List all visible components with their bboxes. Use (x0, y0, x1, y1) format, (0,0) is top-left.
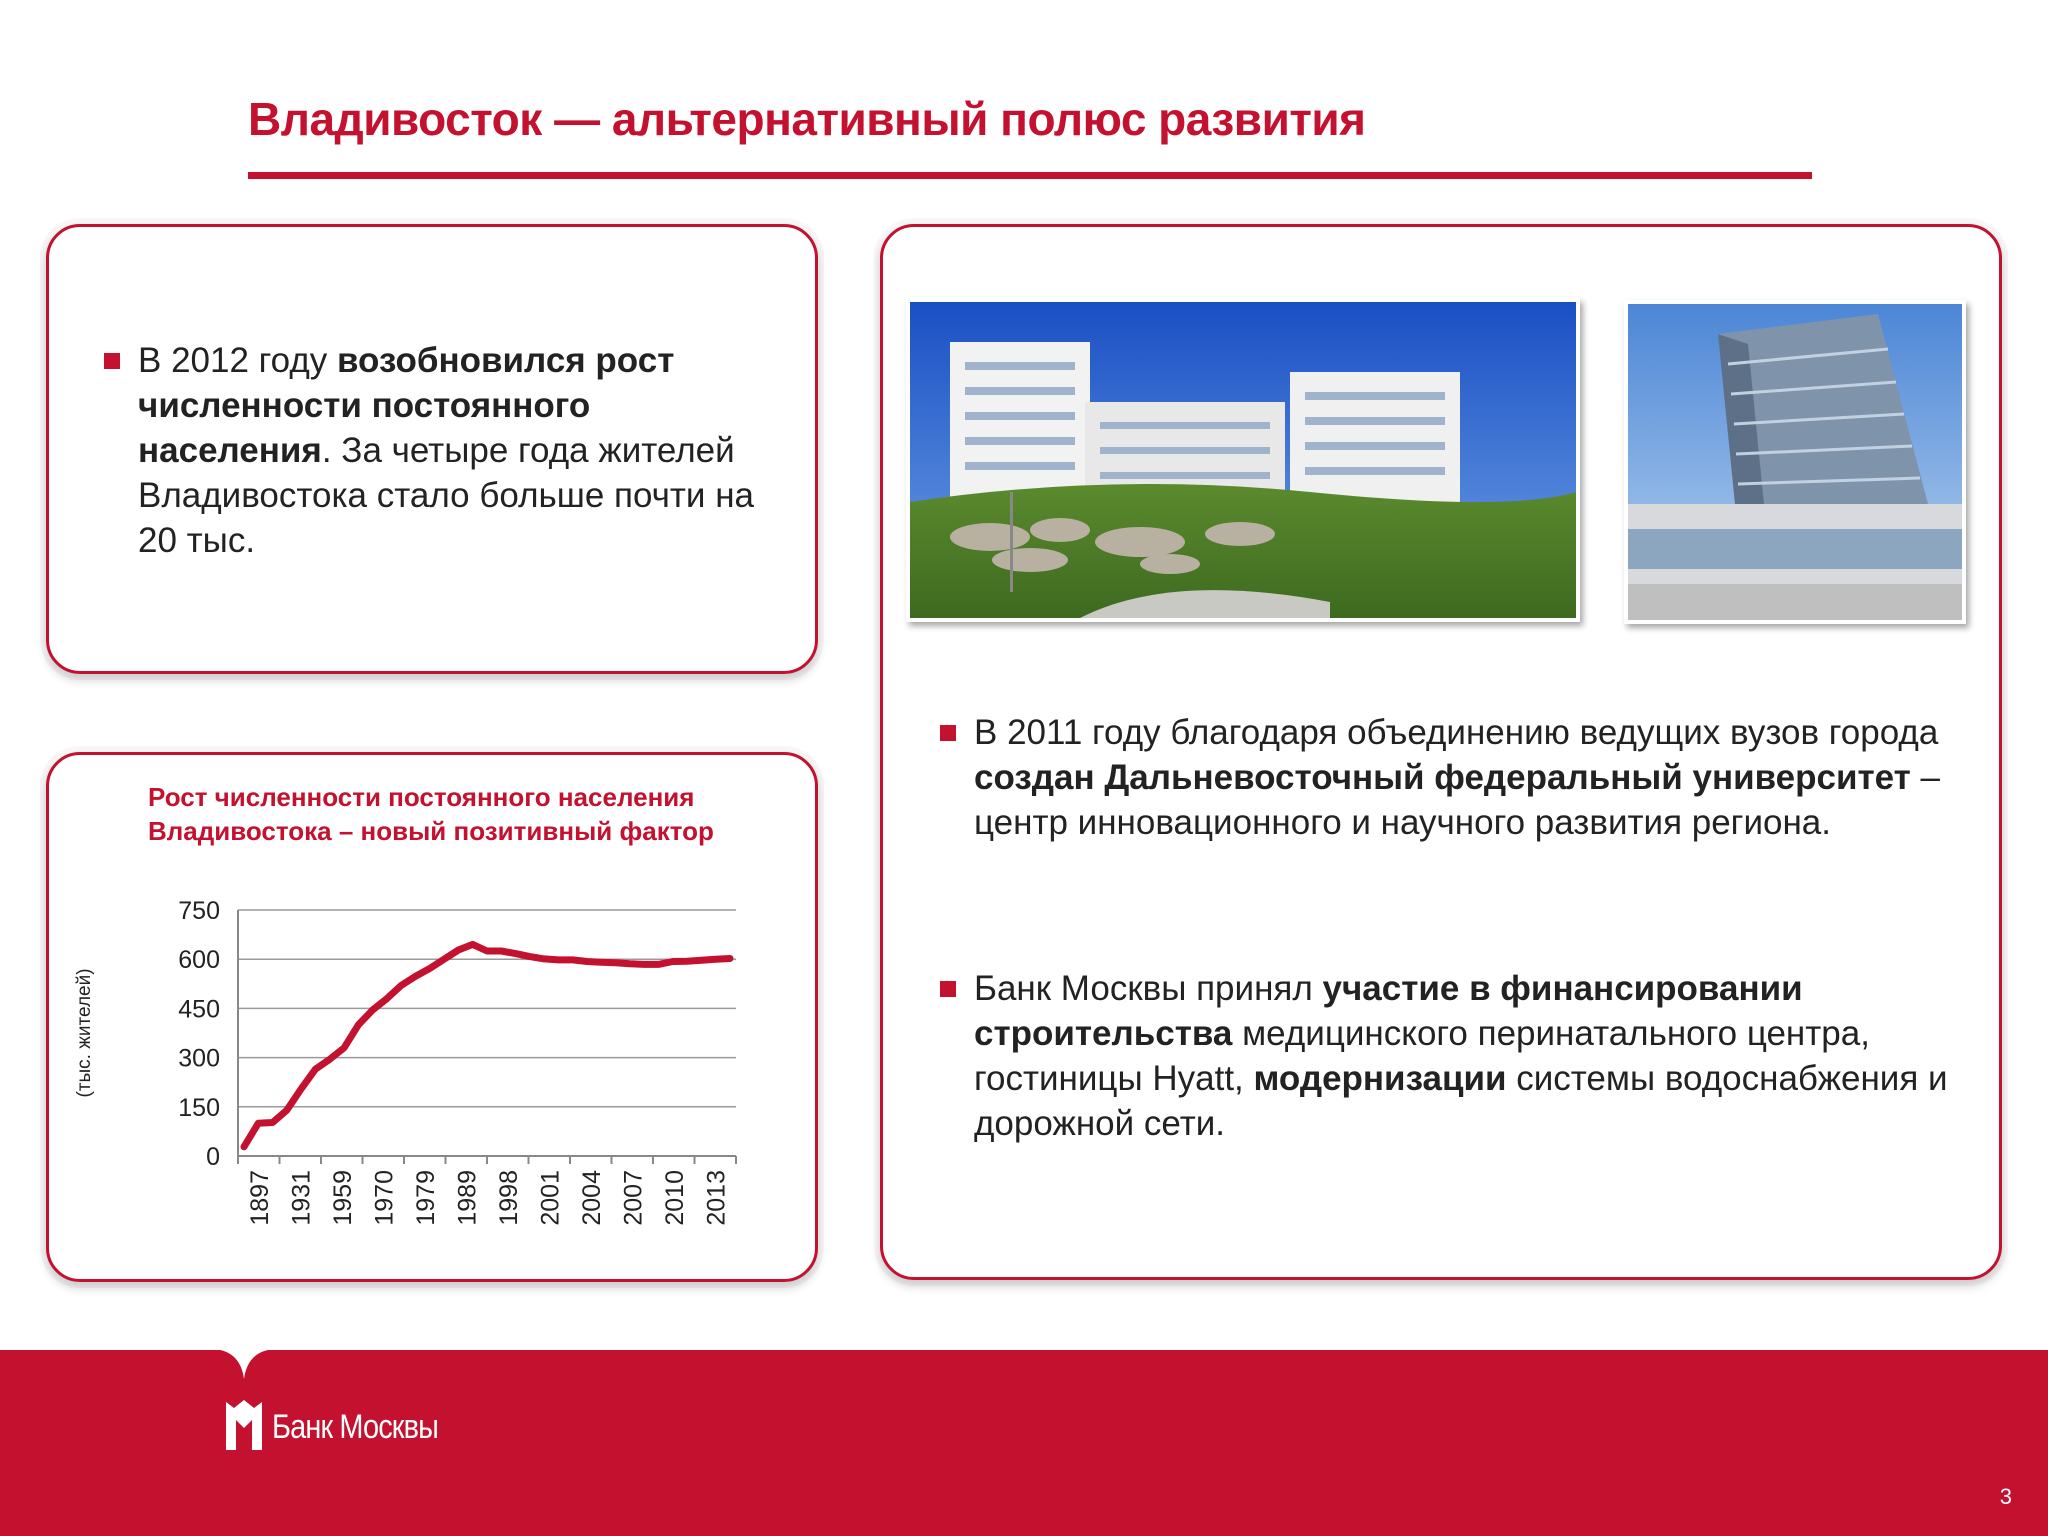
chart-title-line2: Владивостока – новый позитивный фактор (148, 816, 714, 846)
y-tick-label: 0 (206, 1143, 220, 1171)
bullet-square-icon (940, 725, 956, 741)
bullet-bank-financing: Банк Москвы принял участие в финансировании строительства медицинского перинатального центра, гостиницы Hyatt, модернизации системы водоснабжения и дорожной сети. (974, 966, 1974, 1146)
campus-photo (906, 298, 1580, 622)
x-tick-label: 2010 (660, 1170, 689, 1226)
y-tick-label: 150 (178, 1093, 220, 1122)
bullet-university-2011: В 2011 году благодаря объединению ведущих вузов города создан Дальневосточный федеральный университет – центр инновационного и научного развития региона. (974, 710, 1974, 845)
x-tick-label: 2001 (536, 1170, 565, 1226)
x-tick-label: 2007 (619, 1170, 648, 1226)
x-tick-label: 2004 (577, 1170, 606, 1226)
bullet-population-2012: В 2012 году возобновился рост численности постоянного населения. За четыре года жителей Владивостока стало больше почти на 20 тыс. (138, 338, 778, 563)
bullet-square-icon (940, 981, 956, 997)
title-underline (248, 172, 1812, 179)
chart-title-line1: Рост численности постоянного населения (148, 782, 695, 812)
series-line (244, 944, 730, 1146)
y-tick-label: 450 (178, 995, 220, 1024)
x-tick-label: 1897 (245, 1170, 274, 1226)
y-tick-label: 600 (178, 946, 220, 975)
y-tick-label: 300 (178, 1044, 220, 1073)
x-tick-label: 1998 (494, 1170, 523, 1226)
y-tick-label: 750 (178, 897, 220, 925)
hotel-photo (1624, 300, 1966, 624)
chart-title (148, 780, 714, 848)
x-tick-label: 1989 (453, 1170, 482, 1226)
x-tick-label: 1970 (370, 1170, 399, 1226)
x-tick-label: 1931 (287, 1170, 316, 1226)
x-tick-label: 1959 (328, 1170, 357, 1226)
page-number: 3 (1999, 1484, 2012, 1509)
bank-logo-text: Банк Москвы (272, 1408, 439, 1446)
bullet-square-icon (104, 353, 120, 369)
x-tick-label: 2013 (702, 1170, 731, 1226)
y-axis-label: (тыс. жителей) (74, 968, 95, 1098)
bank-logo-icon (226, 1400, 262, 1450)
population-line-chart (60, 880, 760, 1250)
x-tick-label: 1979 (411, 1170, 440, 1226)
page-title: Владивосток — альтернативный полюс развития (248, 93, 1366, 145)
